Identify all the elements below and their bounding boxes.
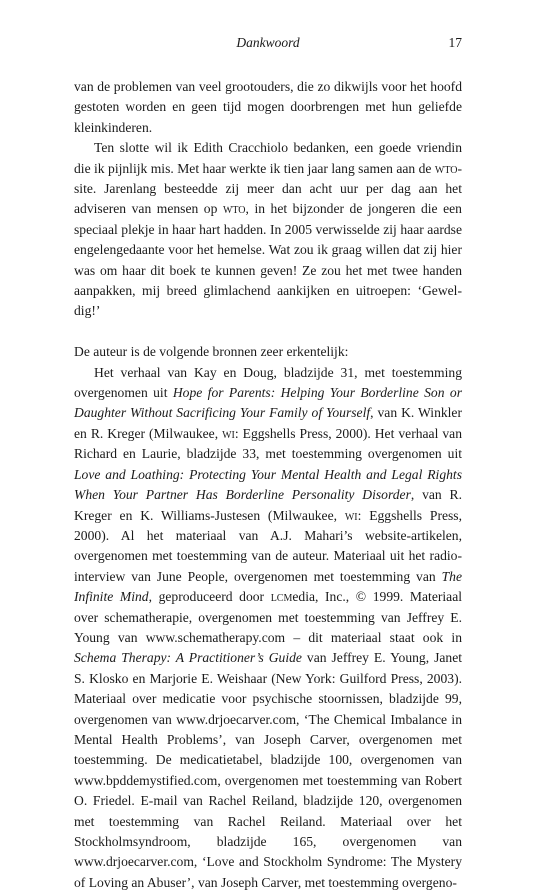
text-run: Ten slotte wil ik Edith Cracchiolo bedanken, een goede vriendin die ik pijnlijk mis. Met haar werkte ik tien jaar lang samen aan de [74, 140, 462, 176]
text-run: van Jeffrey E. Young, Janet S. Klosko en Marjorie E. Weishaar (New York: Guilford Press, 2003). Materiaal over medicatie voor psychische stoornissen, bladzijde 99, overgenomen van www.drjoecarver.com, ‘The Chemical Imbalance in Mental Health Problems’, van Joseph Carver, overgenomen met toestemming. De medicatietabel, bladzijde 100, overgenomen van www.bpddemystified.com, overgenomen met toestemming van Robert O. Friedel. E-mail van Rachel Reiland, bladzijde 120, overgenomen met toestemming van Rachel Reiland. Materiaal over het Stockholmsyndroom, bladzijde 165, overgenomen van www.drjoecarver.com, ‘Love and Stockholm Syndrome: The Mystery of Loving an Abuser’, van Joseph Carver, met toestemming overgeno- [74, 650, 462, 890]
paragraph [74, 138, 462, 322]
small-caps-abbreviation: wi [222, 425, 235, 441]
small-caps-abbreviation: wi [344, 507, 358, 523]
italic-title: Love and Loathing: Protecting Your Mental Health and Legal Rights When Your Partner Has Borderline Personality Disorder [74, 466, 462, 503]
text-run: , geproduceerd door [148, 589, 271, 605]
italic-title: Hope for Parents: Helping Your Borderline Son or Daughter Without Sacrificing Your Family of Yourself [74, 385, 462, 421]
small-caps-abbreviation: wto [222, 201, 246, 217]
paragraph [74, 363, 462, 893]
text-run: De auteur is de volgende bronnen zeer erkentelijk: [74, 344, 349, 360]
paragraph [74, 342, 462, 362]
text-run: , in het bijzonder de jongeren die een speciaal plekje in haar hart hadden. In 2005 verwisselde zij haar aardse engelengedaante voor het hemelse. Wat zou ik graag willen dat zij hier was om haar dit boek te kunnen geven! Ze zou het met twee handen aanpakken, mij breed glimlachend aankijken en uitroepen: ‘Gewel-dig!’ [74, 201, 462, 319]
text-run: Het verhaal van Kay en Doug, bladzijde 31, met toestemming overgenomen uit [74, 364, 462, 401]
paragraph [74, 77, 462, 138]
small-caps-abbreviation: wto [434, 160, 458, 176]
chapter-title: Dankwoord [236, 35, 300, 50]
body-text [74, 77, 462, 893]
text-run: : Eggshells Press, 2000). Het verhaal van Richard en Laurie, bladzijde 33, met toestemming overgenomen uit [74, 425, 462, 462]
text-run: : Eggshells Press, 2000). Al het materiaal van A.J. Mahari’s website-artikelen, overgenomen met toestemming van de auteur. Materiaal uit het radio-interview van June People, overgenomen met toestemming van [74, 507, 462, 584]
text-run: , van K. Winkler en R. Kreger (Milwaukee, [74, 405, 462, 441]
italic-title: Schema Therapy: A Practitioner’s Guide [74, 650, 302, 666]
text-run: edia, Inc., © 1999. Materiaal over schematherapie, overgenomen met toestemming van Jeffrey E. Young van www.schematherapy.com – dit materiaal staat ook in [74, 589, 463, 645]
text-run: , van R. Kreger en K. Williams-Justesen (Milwaukee, [74, 487, 462, 523]
text-run: -site. Jarenlang besteedde zij meer dan acht uur per dag aan het adviseren van mensen op [74, 160, 462, 217]
text-run: van de problemen van veel grootouders, die zo dikwijls voor het hoofd gestoten worden en geen tijd mogen doorbrengen met hun geliefde kleinkinderen. [74, 79, 462, 135]
page-number: 17 [448, 35, 462, 50]
small-caps-abbreviation: lcm [270, 589, 293, 605]
italic-title: The Infinite Mind [74, 568, 462, 605]
